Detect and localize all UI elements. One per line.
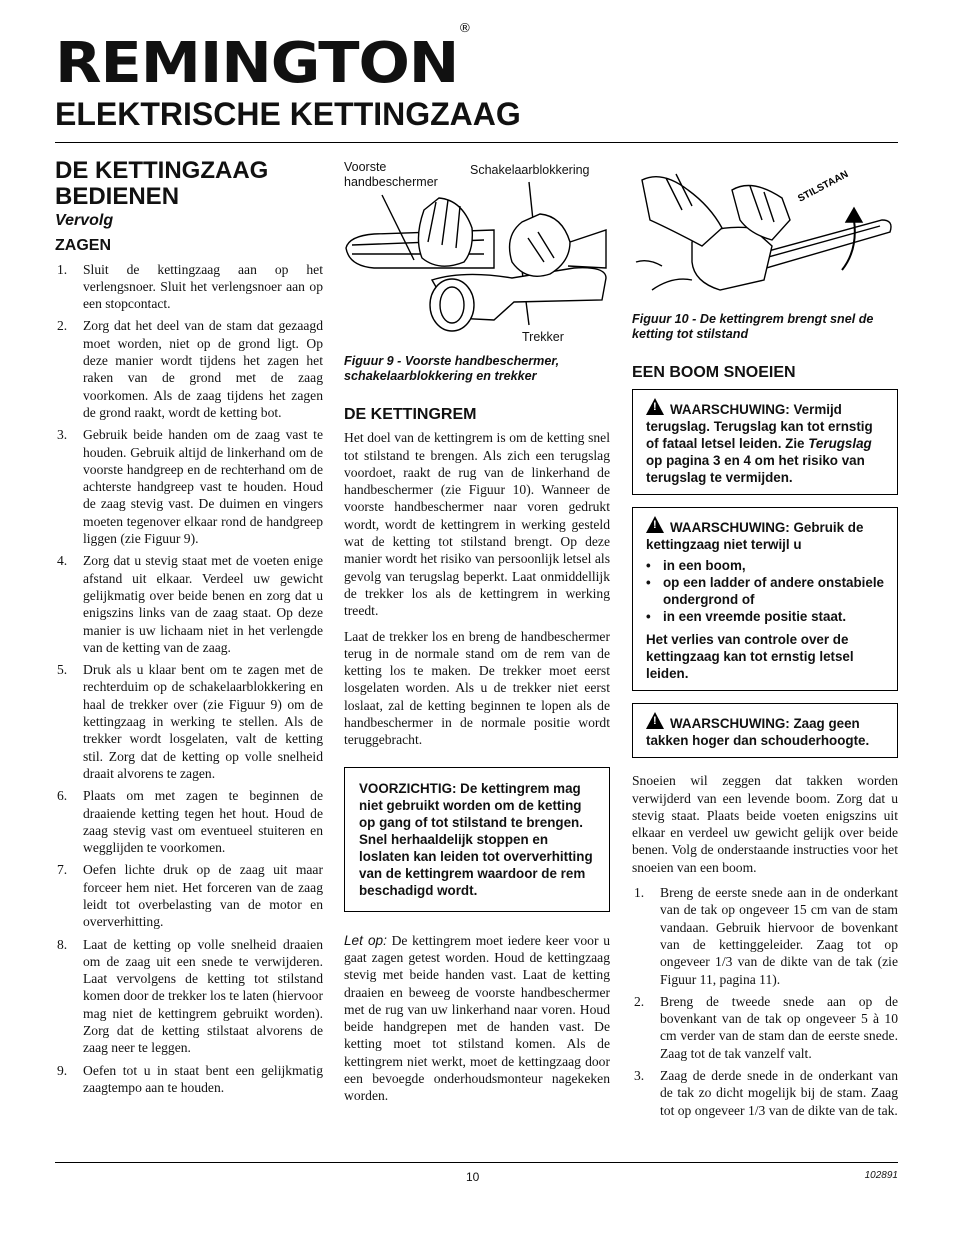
- column-right: [632, 150, 898, 1124]
- kettingrem-paragraph-2: Laat de trekker los en breng de handbeschermer terug in de normale stand om de rem van de ketting los te maken. De trekker moet eerst losgelaten worden. Als u de trekker niet eerst loslaat, zal de ketting beginnen te lopen als de handbeschermer in de normale positie wordt teruggebracht.: [344, 628, 610, 748]
- list-item-number: 3.: [634, 1068, 645, 1084]
- list-item-number: 8.: [57, 936, 68, 952]
- chainbrake-illustration: [632, 150, 898, 308]
- list-item-text: Zorg dat u stevig staat met de voeten enige afstand uit elkaar. Verdeel uw gewicht gelijkmatig over beide benen en zorg dat u enigszins links van de zaag staat. Op deze manier is uw lichaam niet in het verlengde van de ketting van de zaag.: [83, 553, 323, 655]
- snoeien-intro: Snoeien wil zeggen dat takken worden verwijderd van een levende boom. Zorg dat u stevig staat. Plaats beide voeten enigszins uit elkaar en verdeel uw gewicht gelijk over beide benen. Volg de onderstaande instructies voor het snoeien van een boom.: [632, 773, 898, 875]
- label-voorste-handbeschermer: Voorste handbeschermer: [344, 160, 438, 189]
- list-item: [55, 261, 323, 313]
- document-code: 102891: [864, 1170, 898, 1181]
- list-item-number: 1.: [634, 885, 645, 901]
- list-item-number: 1.: [57, 261, 68, 277]
- zagen-steps: [55, 261, 323, 1097]
- warning-icon: !: [646, 516, 664, 533]
- section-title: DE KETTINGZAAG BEDIENEN: [55, 157, 269, 210]
- list-item-text: Gebruik beide handen om de zaag vast te houden. Gebruik altijd de linkerhand om de voorste handgreep en de rechterhand om de achterste handgreep vast te houden. Houd de zaag stevig vast. De duimen en vingers moeten tegenover elkaar rond de handgreep liggen (zie Figuur 9).: [83, 427, 323, 547]
- heading-kettingrem: DE KETTINGREM: [344, 406, 477, 423]
- label-trekker: Trekker: [522, 330, 564, 344]
- list-item: [55, 1062, 323, 1097]
- list-item-text: Druk als u klaar bent om te zagen met de rechterduim op de schakelaarblokkering en haal de trekker over (zie Figuur 9) om de kettingzaag in werking te stellen. Als de trekker wordt losgelaten, valt de ketting stil. Zorg dat de ketting op volle snelheid draait alvorens te zagen.: [83, 662, 323, 781]
- list-item-number: 2.: [634, 993, 645, 1009]
- brand-logo: REMINGTON®: [55, 21, 472, 96]
- list-item: [55, 426, 323, 547]
- note-text: De kettingrem moet iedere keer voor u gaat zagen getest worden. Houd de kettingzaag stevig met beide handen vast. Laat de ketting draaien en beweeg de voorste handbeschermer met de rug van uw linkerhand naar voren. Houd beide handgrepen met de handen vast. De ketting moet tot stilstand komen. Als de kettingrem niet werkt, moet de kettingzaag door een bevoegde onderhoudsmonteur nagekeken worden.: [344, 932, 610, 1104]
- list-item: [55, 317, 323, 421]
- warning-box-3: ! WAARSCHUWING: Zaag geen takken hoger dan schouderhoogte.: [632, 703, 898, 758]
- list-item-number: 9.: [57, 1062, 68, 1078]
- list-item-text: Oefen lichte druk op de zaag uit maar forceer hem niet. Het forceren van de zaag leidt tot overbelasting van de motor en oververhitting.: [83, 862, 323, 930]
- chainsaw-hands-illustration: [344, 150, 610, 350]
- list-item: [55, 661, 323, 782]
- warning-box-2: ! WAARSCHUWING: Gebruik de kettingzaag niet terwijl u • in een boom, • op een ladder of andere onstabiele ondergrond of • in een vreemde positie staat. Het verlies van controle over de kettingzaag kan tot ernstig letsel leiden.: [632, 507, 898, 691]
- list-item-number: 5.: [57, 662, 68, 678]
- warning-condition-item: • op een ladder of andere onstabiele ondergrond of: [646, 574, 884, 608]
- warning-box-1: ! WAARSCHUWING: Vermijd terugslag. Terugslag kan tot ernstig of fataal letsel leiden. Zie Terugslag op pagina 3 en 4 om het risiko van terugslag te vermijden.: [632, 389, 898, 495]
- warning-conditions: [646, 557, 884, 625]
- list-item-text: Plaats om met zagen te beginnen de draaiende ketting tegen het hout. Houd de zaag stevig vast om eventueel stuiteren en wegglijden te voorkomen.: [83, 788, 323, 856]
- list-item: [632, 1067, 898, 1119]
- list-item: [55, 936, 323, 1057]
- list-item-text: Zaag de derde snede in de onderkant van de tak zo dicht mogelijk bij de stam. Zaag tot op ongeveer 1/3 van de dikte van de tak.: [660, 1068, 898, 1118]
- stilstaan-label: STILSTAAN: [796, 168, 851, 205]
- kettingrem-paragraph-1: Het doel van de kettingrem is om de ketting snel tot stilstand te brengen. Als zich een terugslag voordoet, raakt de rug van de linkerhand de handbeschermer (zie Figuur 10). Wanneer de voorste handbeschermer naar voren gedrukt wordt, wordt de kettingrem in werking gesteld wat de ketting tot stilstand brengt. Op deze manier wordt het risiko van persoonlijk letsel als gevolg van terugslag beperkt. Laat onmiddellijk de trekker los als de kettingrem in werking treedt.: [344, 430, 610, 619]
- caution-box: [344, 767, 610, 912]
- column-left: [55, 150, 323, 1101]
- list-item-number: 6.: [57, 788, 68, 804]
- note-label: Let op:: [344, 932, 387, 948]
- list-item-number: 4.: [57, 553, 68, 569]
- list-item: [632, 993, 898, 1062]
- list-item-text: Laat de ketting op volle snelheid draaien om de zaag uit een snede te verwijderen. Laat vervolgens de ketting tot stilstand komen door de trekker los te laten (hiervoor mag niet de kettingrem gebruikt worden). Zorg dat de ketting stilstaat alvorens de zaag neer te leggen.: [83, 936, 323, 1056]
- warning-icon: !: [646, 712, 664, 729]
- list-item-number: 7.: [57, 862, 68, 878]
- heading-zagen: ZAGEN: [55, 237, 111, 255]
- figure-9: [344, 150, 610, 350]
- warning-icon: !: [646, 398, 664, 415]
- list-item: [55, 552, 323, 656]
- list-item-text: Breng de tweede snede aan op de bovenkant van de tak op ongeveer 5 à 10 cm verder van de stam dan de eerste snede. Zaag tot de tak vanzelf valt.: [660, 993, 898, 1061]
- column-middle: [344, 150, 610, 1113]
- figure-10: [632, 150, 898, 308]
- warning-condition-item: • in een vreemde positie staat.: [646, 608, 884, 625]
- figure-9-caption: Figuur 9 - Voorste handbeschermer, schakelaarblokkering en trekker: [344, 354, 560, 383]
- list-item-text: Breng de eerste snede aan in de onderkant van de tak op ongeveer 15 cm van de stam vandaan. Gebruik hiervoor de bovenkant van de kettinggeleider. Zaag tot op ongeveer 1/3 van de dikte van de tak (zie Figuur 11, pagina 11).: [660, 885, 898, 987]
- list-item-text: Zorg dat het deel van de stam dat gezaagd moet worden, niet op de grond ligt. Op deze manier wordt tijdens het zagen het raken van de grond met de zaag voorkomen. Als de zaag tijdens het zagen de grond raakt, wordt de ketting bot.: [83, 318, 323, 420]
- page-number: 10: [466, 1170, 480, 1184]
- list-item-text: Sluit de kettingzaag aan op het verlengsnoer. Sluit het verlengsnoer aan op een stopcontact.: [83, 261, 323, 312]
- label-schakelaarblokkering: Schakelaarblokkering: [470, 163, 590, 177]
- footer-rule: [55, 1162, 898, 1163]
- list-item: [55, 787, 323, 856]
- snoeien-steps: [632, 884, 898, 1119]
- caution-text: VOORZICHTIG: De kettingrem mag niet gebruikt worden om de ketting op gang of tot stilstand te brengen. Snel herhaaldelijk stoppen en loslaten kan leiden tot oververhitting van de kettingrem waardoor de rem beschadigd wordt.: [359, 780, 593, 898]
- list-item: [55, 861, 323, 930]
- continued-label: Vervolg: [55, 212, 114, 229]
- document-title: ELEKTRISCHE KETTINGZAAG: [55, 96, 521, 132]
- list-item: [632, 884, 898, 988]
- heading-boom-snoeien: EEN BOOM SNOEIEN: [632, 364, 796, 381]
- list-item-number: 3.: [57, 427, 68, 443]
- warning-condition-item: • in een boom,: [646, 557, 884, 574]
- list-item-number: 2.: [57, 318, 68, 334]
- header-rule: [55, 142, 898, 143]
- list-item-text: Oefen tot u in staat bent een gelijkmatig zaagtempo aan te houden.: [83, 1062, 323, 1095]
- note-paragraph: [344, 932, 610, 1105]
- figure-10-caption: Figuur 10 - De kettingrem brengt snel de ketting tot stilstand: [632, 312, 874, 341]
